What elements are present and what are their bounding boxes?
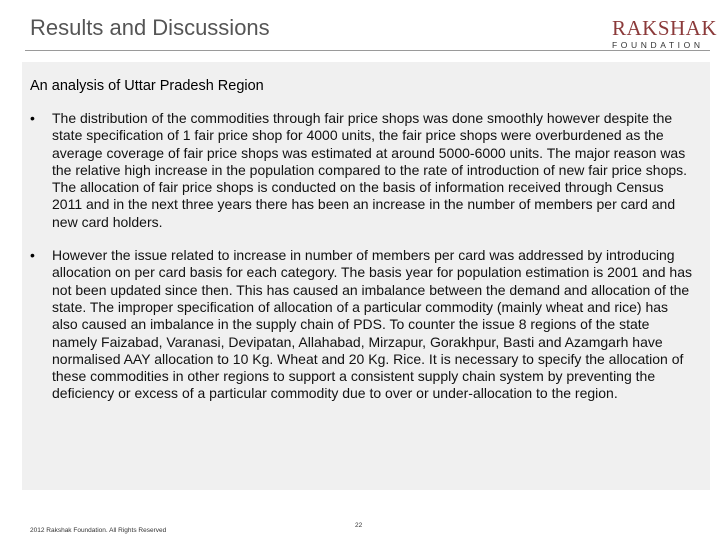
section-subheading: An analysis of Uttar Pradesh Region <box>30 78 264 94</box>
rakshak-foundation-logo <box>612 16 718 50</box>
bullet-icon: • <box>30 247 35 264</box>
logo-subtitle: FOUNDATION <box>612 40 704 50</box>
content-body <box>30 78 694 419</box>
content-panel <box>22 62 710 490</box>
bullet-item <box>30 110 694 231</box>
logo-wordmark: RAKSHAK <box>612 16 718 40</box>
header-divider <box>25 50 710 51</box>
bullet-item <box>30 247 694 403</box>
slide-title: Results and Discussions <box>30 15 270 40</box>
footer-copyright: 2012 Rakshak Foundation. All Rights Reserved <box>30 527 167 534</box>
bullet-icon: • <box>30 110 35 126</box>
bullet-text: The distribution of the commodities through fair price shops was done smoothly however despite the state specification of 1 fair price shop for 4000 units, the fair price shops were overburdened as the average coverage of fair price shops was estimated at around 5000-6000 units. The major reason was the relative high increase in the population compared to the rate of introduction of new fair price shops. The allocation of fair price shops is conducted on the basis of information received through Census 2011 and in the next three years there has been an increase in the number of members per card and new card holders. <box>52 110 688 230</box>
bullet-text: However the issue related to increase in number of members per card was addressed by introducing allocation on per card basis for each category. The basis year for population estimation is 2001 and has not been updated since then. This has caused an imbalance between the demand and allocation of the state. The improper specification of allocation of a particular commodity (mainly wheat and rice) has also caused an imbalance in the supply chain of PDS. To counter the issue 8 regions of the state namely Faizabad, Varanasi, Devipatan, Allahabad, Mirzapur, Gorakhpur, Basti and Azamgarh have normalised AAY allocation to 10 Kg. Wheat and 20 Kg. Rice. It is necessary to specify the allocation of these commodities in other regions to support a consistent supply chain system by preventing the deficiency or excess of a particular commodity due to over or under-allocation to the region. <box>52 247 692 402</box>
page-number: 22 <box>355 522 363 529</box>
